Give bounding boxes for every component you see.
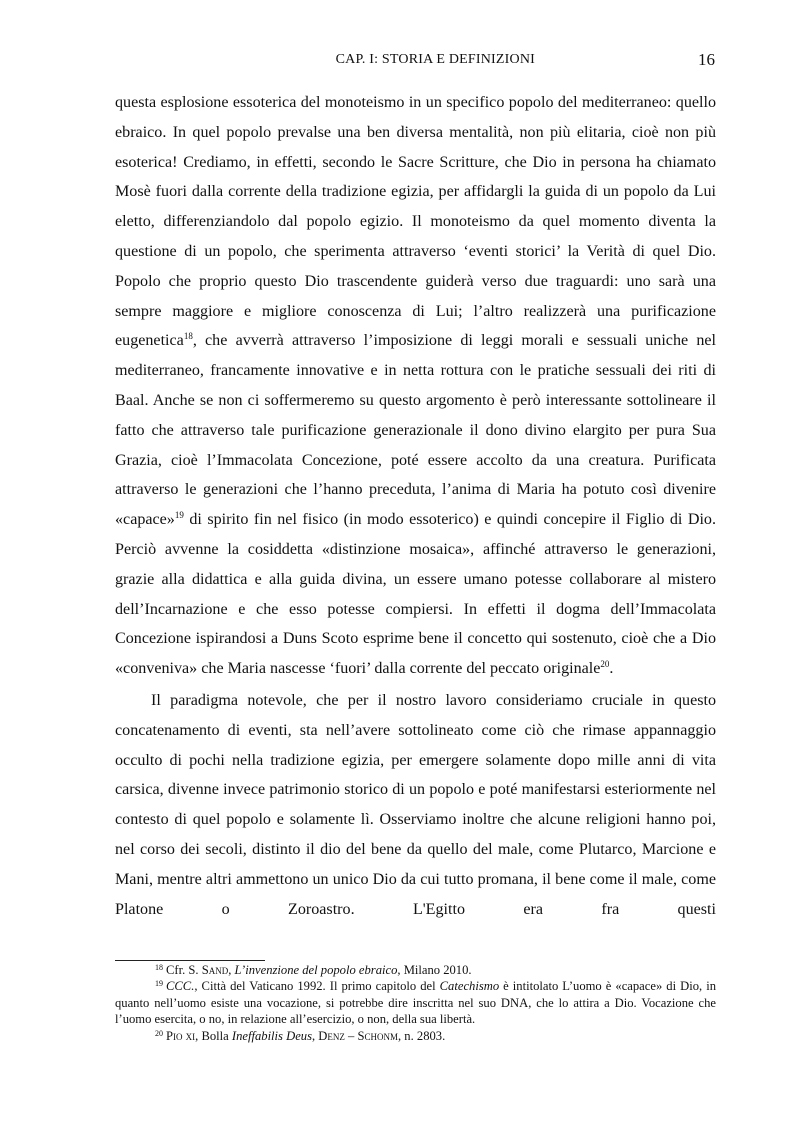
- running-title: CAP. I: STORIA E DEFINIZIONI: [335, 52, 535, 67]
- footnote-18: [115, 962, 716, 978]
- footnote-18-author: Sand: [201, 963, 229, 977]
- footnote-20: [115, 1028, 716, 1044]
- body-text: [115, 88, 716, 924]
- footnote-ref-19: 19: [174, 510, 184, 521]
- footnote-19: [115, 978, 716, 1027]
- footnote-20-source: Denz – Schonm: [318, 1028, 398, 1043]
- footnote-ref-20: 20: [600, 659, 610, 670]
- page-number: 16: [698, 50, 715, 69]
- paragraph-2: Il paradigma notevole, che per il nostro lavoro consideriamo cruciale in questo concatenamento di eventi, sta nell’avere sottolineato come ciò che rimase appannaggio occulto di pochi nella tradizione egizia, per emergere solamente dopo mille anni di vita carsica, divenne invece patrimonio storico di un popolo e poté manifestarsi esteriormente nel contesto di quel popolo e solamente lì. Osserviamo inoltre che alcune religioni hanno poi, nel corso dei secoli, distinto il dio del bene da quello del male, come Plutarco, Marcione e Mani, mentre altri ammettono un unico Dio da cui tutto promana, il bene come il male, come Platone o Zoroastro. L'Egitto era fra questi: [115, 691, 716, 918]
- footnote-20-post: , n. 2803.: [398, 1028, 446, 1043]
- footnote-separator: [115, 960, 265, 961]
- paragraph-1-text-b: , che avverrà attraverso l’imposizione di leggi morali e sessuali uniche nel mediterraneo, francamente innovative e in netta rottura con le pratiche sessuali dei riti di Baal. Anche se non ci soffermeremo su questo argomento è però interessante sottolineare il fatto che attraverso tale purificazione generazionale il dono divino elargito per pura Sua Grazia, cioè l’Immacolata Concezione, poté essere accolto da una creatura. Purificata attraverso le generazioni che l’hanno preceduta, l’anima di Maria ha potuto così divenire «capace»: [115, 332, 716, 529]
- footnotes: [115, 962, 716, 1044]
- paragraph-1-text-d: .: [609, 660, 614, 678]
- paragraph-1-text-c: di spirito fin nel fisico (in modo essoterico) e quindi concepire il Figlio di Dio. Perciò avvenne la cosiddetta «distinzione mosaica», affinché attraverso le generazioni, grazie alla didattica e alla guida divina, un essere umano potesse collaborare al mistero dell’Incarnazione e che esso potesse compiersi. In effetti il dogma dell’Immacolata Concezione ispirandosi a Duns Scoto esprime bene il concetto qui sostenuto, cioè che a Dio «conveniva» che Maria nascesse ‘fuori’ dalla corrente del peccato originale: [115, 511, 716, 678]
- footnote-18-mark: 18: [155, 963, 163, 972]
- footnote-19-abbr: CCC.: [166, 979, 195, 994]
- footnote-19-rest: è intitolato L’uomo è «capace» di Dio, in quanto nell’uomo esiste una vocazione, si potrebbe dire inscritta nel suo DNA, che lo attira a Dio. Vocazione che l’uomo esercita, o no, in relazione all’esercizio, o non, della sua libertà.: [115, 979, 716, 1027]
- footnote-19-work: Catechismo: [439, 979, 500, 994]
- footnote-20-sep: ,: [312, 1028, 319, 1043]
- paragraph-1-text-a: questa esplosione essoterica del monoteismo in un specifico popolo del mediterraneo: quello ebraico. In quel popolo prevalse una ben diversa mentalità, non più elitaria, cioè non più esoterica! Crediamo, in effetti, secondo le Sacre Scritture, che Dio in persona ha chiamato Mosè fuori dalla corrente della tradizione egizia, per affidargli la guida di un popolo da Lui eletto, differenziandolo dal popolo egizio. Il monoteismo da quel momento diventa la questione di un popolo, che sperimenta attraverso ‘eventi storici’ la Verità di quel Dio. Popolo che proprio questo Dio trascendente guiderà verso due traguardi: uno sarà una sempre maggiore e migliore conoscenza di Lui; l’altro realizzerà una purificazione eugenetica: [115, 94, 716, 350]
- footnote-18-pre: Cfr. S.: [166, 963, 202, 977]
- footnote-20-mark: 20: [155, 1028, 163, 1038]
- paragraph-1: [115, 88, 716, 684]
- footnote-19-mid: , Città del Vaticano 1992. Il primo capitolo del: [194, 979, 440, 994]
- footnote-19-mark: 19: [155, 979, 163, 989]
- footnote-20-mid: , Bolla: [195, 1028, 232, 1043]
- footnote-18-sep: ,: [228, 963, 235, 977]
- footnote-18-title: L’invenzione del popolo ebraico: [234, 963, 398, 977]
- footnote-18-post: , Milano 2010.: [397, 963, 472, 977]
- footnote-20-pope: Pio xi: [166, 1028, 196, 1043]
- footnote-20-bull: Ineffabilis Deus: [231, 1028, 312, 1043]
- page-header: [115, 50, 715, 72]
- footnote-ref-18: 18: [183, 331, 193, 342]
